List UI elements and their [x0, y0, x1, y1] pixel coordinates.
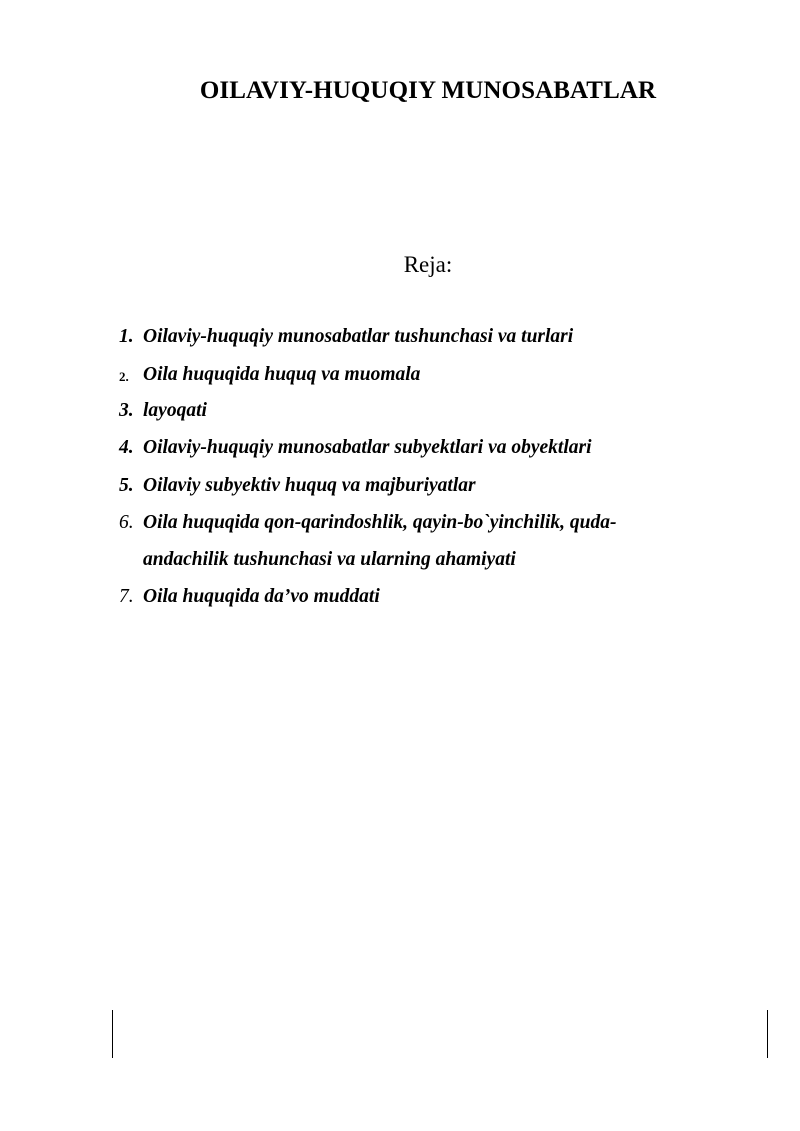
plan-item-number: 1.	[119, 326, 134, 347]
right-margin-line	[767, 1010, 768, 1058]
plan-item-number: 3.	[119, 400, 134, 421]
plan-item-number: 5.	[119, 475, 134, 496]
plan-item-text: Oilaviy-huquqiy munosabatlar tushunchasi va turlari	[143, 326, 574, 347]
plan-item-text: Oilaviy-huquqiy munosabatlar subyektlari va obyektlari	[143, 437, 592, 458]
plan-item-number: 4.	[119, 437, 134, 458]
left-margin-line	[112, 1010, 113, 1058]
plan-item-text: layoqati	[143, 400, 207, 421]
plan-item-text: Oila huquqida huquq va muomala	[143, 364, 421, 385]
plan-item-number: 2.	[119, 369, 129, 384]
plan-item-number: 6.	[119, 512, 134, 533]
page-title: OILAVIY-HUQUQIY MUNOSABATLAR	[199, 77, 657, 104]
plan-item-number: 7.	[119, 586, 134, 607]
plan-item-text: Oila huquqida qon-qarindoshlik, qayin-bo`yinchilik, quda-andachilik tushunchasi va ularning ahamiyati	[143, 512, 617, 570]
plan-item-text: Oila huquqida da’vo muddati	[143, 586, 380, 607]
plan-item-text: Oilaviy subyektiv huquq va majburiyatlar	[143, 475, 476, 496]
plan-heading: Reja:	[403, 252, 453, 277]
